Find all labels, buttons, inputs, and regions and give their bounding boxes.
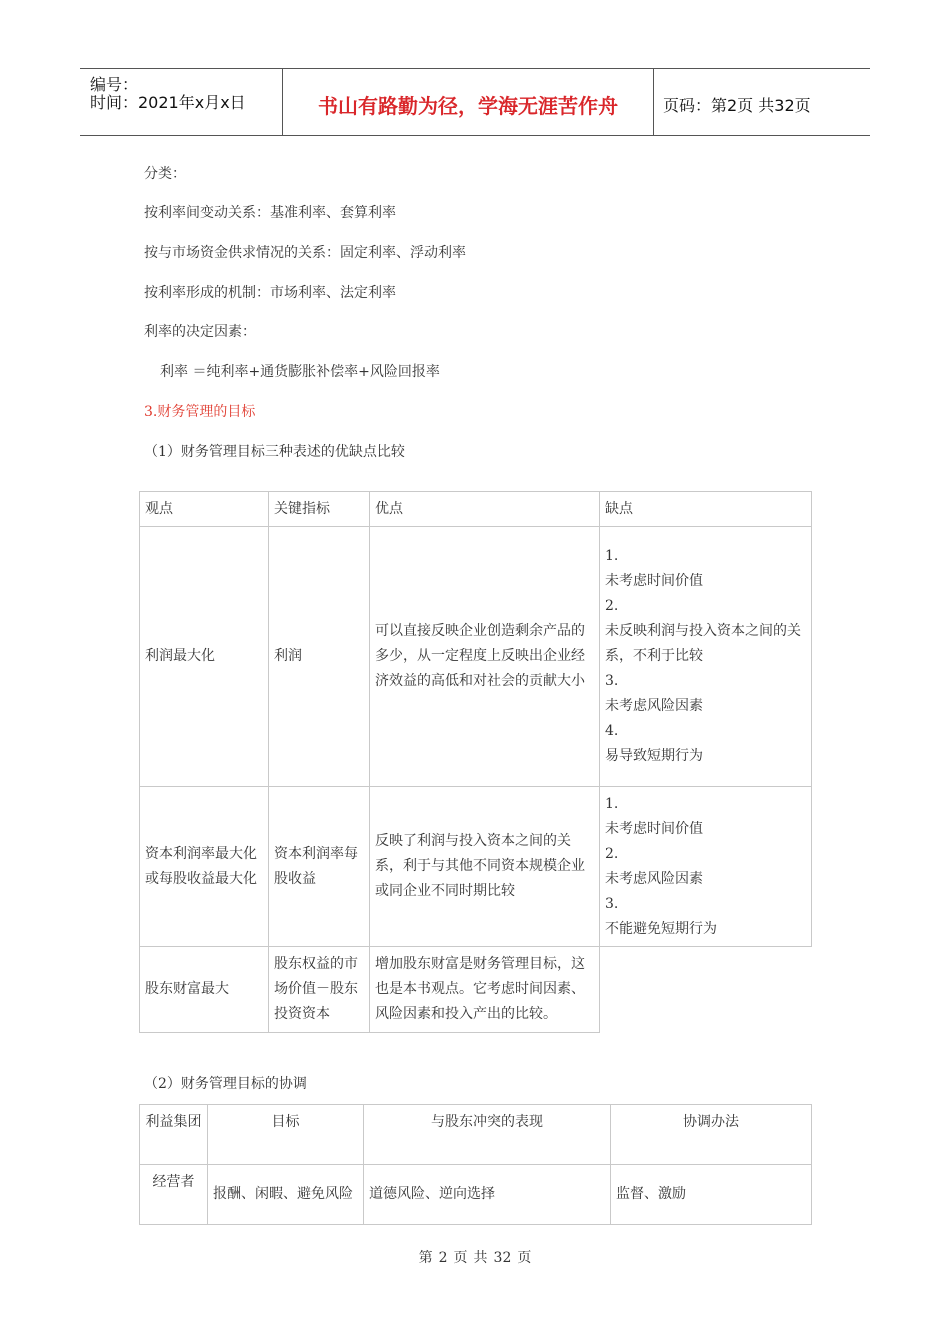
page-footer — [0, 1247, 950, 1267]
cell-goal: 报酬、闲暇、避免风险 — [208, 1165, 364, 1225]
footer-part: 第 — [418, 1250, 433, 1266]
cell-indicator: 股东权益的市场价值－股东投资资本 — [269, 947, 370, 1033]
subsection-heading-coordination: （2）财务管理目标的协调 — [144, 1076, 307, 1092]
table-header-row — [140, 492, 812, 527]
cons-line: 未考虑时间价值 — [605, 573, 703, 589]
table-row — [140, 787, 812, 947]
goals-comparison-table — [139, 491, 812, 1033]
cell-view: 股东财富最大 — [140, 947, 269, 1033]
paragraph-rate-formula: 利率 ＝纯利率+通货膨胀补偿率+风险回报率 — [160, 364, 440, 380]
header-top-rule — [80, 68, 870, 69]
cons-line: 1. — [605, 795, 619, 812]
table-row — [140, 1165, 812, 1225]
cons-line: 2. — [605, 598, 619, 614]
header-cell-cons: 缺点 — [600, 492, 812, 527]
cons-line: 未考虑时间价值 — [605, 820, 703, 837]
footer-total-pages: 32 — [493, 1250, 512, 1266]
header-cell-method: 协调办法 — [611, 1105, 812, 1165]
table-row — [140, 527, 812, 787]
footer-part: 页 — [517, 1250, 532, 1266]
cell-pros: 可以直接反映企业创造剩余产品的多少，从一定程度上反映出企业经济效益的高低和对社会的贡献大小 — [370, 527, 600, 787]
footer-part: 共 — [473, 1250, 488, 1266]
goals-coordination-table — [139, 1104, 812, 1225]
header-cell-view: 观点 — [140, 492, 269, 527]
paragraph-rate-relation: 按利率间变动关系：基准利率、套算利率 — [144, 205, 396, 221]
cell-cons — [600, 527, 812, 787]
paragraph-classification: 分类： — [144, 166, 186, 182]
cell-pros: 反映了利润与投入资本之间的关系，利于与其他不同资本规模企业或同企业不同时期比较 — [370, 787, 600, 947]
cell-cons — [600, 787, 812, 947]
cell-empty — [600, 947, 812, 1033]
header-page-info: 页码：第2页 共32页 — [663, 96, 811, 115]
paragraph-supply-demand: 按与市场资金供求情况的关系：固定利率、浮动利率 — [144, 245, 466, 261]
cons-line: 未考虑风险因素 — [605, 698, 703, 714]
cons-line: 不能避免短期行为 — [605, 920, 717, 937]
paragraph-formation: 按利率形成的机制：市场利率、法定利率 — [144, 285, 396, 301]
footer-current-page: 2 — [438, 1250, 448, 1266]
header-divider-right — [653, 69, 654, 136]
cons-line: 2. — [605, 845, 619, 862]
cell-conflict: 道德风险、逆向选择 — [364, 1165, 611, 1225]
cons-line: 3. — [605, 673, 619, 689]
header-cell-group: 利益集团 — [140, 1105, 208, 1165]
cell-pros: 增加股东财富是财务管理目标，这也是本书观点。它考虑时间因素、风险因素和投入产出的比较。 — [370, 947, 600, 1033]
header-cell-pros: 优点 — [370, 492, 600, 527]
table-row — [140, 947, 812, 1033]
paragraph-determinants: 利率的决定因素： — [144, 324, 256, 340]
header-motto: 书山有路勤为径，学海无涯苦作舟 — [318, 94, 618, 118]
header-cell-indicator: 关键指标 — [269, 492, 370, 527]
header-cell-goal: 目标 — [208, 1105, 364, 1165]
cons-line: 1. — [605, 548, 619, 564]
cell-view: 利润最大化 — [140, 527, 269, 787]
subsection-heading-comparison: （1）财务管理目标三种表述的优缺点比较 — [144, 444, 405, 460]
document-date: 时间：2021年x月x日 — [90, 93, 246, 112]
cons-line: 未考虑风险因素 — [605, 870, 703, 887]
footer-part: 页 — [453, 1250, 468, 1266]
header-cell-conflict: 与股东冲突的表现 — [364, 1105, 611, 1165]
cell-view: 资本利润率最大化或每股收益最大化 — [140, 787, 269, 947]
cell-method: 监督、激励 — [611, 1165, 812, 1225]
document-number-label: 编号： — [90, 75, 139, 94]
cell-indicator: 资本利润率每股收益 — [269, 787, 370, 947]
table-header-row — [140, 1105, 812, 1165]
section-heading-financial-goals: 3.财务管理的目标 — [144, 404, 256, 420]
cons-line: 4. — [605, 723, 619, 739]
cons-line: 易导致短期行为 — [605, 748, 703, 764]
cell-group: 经营者 — [140, 1165, 208, 1225]
cell-indicator: 利润 — [269, 527, 370, 787]
cons-line: 未反映利润与投入资本之间的关系，不利于比较 — [605, 623, 801, 664]
cons-line: 3. — [605, 895, 619, 912]
header-bottom-rule — [80, 135, 870, 136]
